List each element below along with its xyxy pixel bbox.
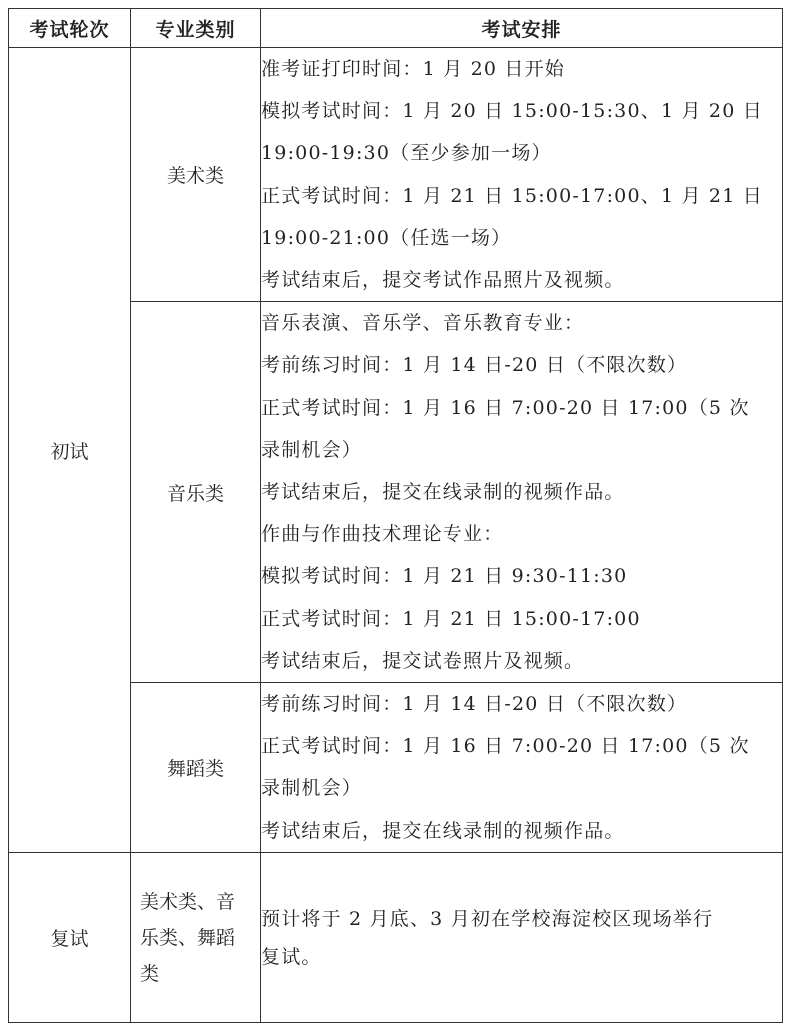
exam-schedule-table	[8, 8, 783, 1023]
arrangement-line: 正式考试时间：1 月 21 日 15:00-17:00	[261, 607, 641, 630]
arrangement-line: 模拟考试时间：1 月 20 日 15:00-15:30、1 月 20 日	[261, 100, 763, 123]
arrangement-line: 正式考试时间：1 月 16 日 7:00-20 日 17:00（5 次	[261, 735, 750, 758]
arrangement-line: 考前练习时间：1 月 14 日-20 日（不限次数）	[261, 693, 688, 716]
header-arrangement: 考试安排	[261, 9, 783, 48]
category-retest	[131, 853, 261, 1023]
table-row	[9, 853, 783, 1023]
arrangement-line: 考前练习时间：1 月 14 日-20 日（不限次数）	[261, 354, 688, 377]
arrangement-line: 录制机会）	[261, 777, 363, 800]
category-name-line: 类	[140, 962, 160, 985]
arrangement-line: 录制机会）	[261, 438, 363, 461]
category-music: 音乐类	[131, 302, 261, 683]
arrangement-dance	[261, 683, 783, 853]
header-row	[9, 9, 783, 48]
arrangement-line: 考试结束后，提交考试作品照片及视频。	[261, 269, 625, 292]
header-category: 专业类别	[131, 9, 261, 48]
arrangement-line: 19:00-21:00（任选一场）	[261, 226, 512, 249]
arrangement-line: 模拟考试时间：1 月 21 日 9:30-11:30	[261, 565, 628, 588]
category-name-line: 乐类、舞蹈	[140, 926, 236, 949]
arrangement-line: 正式考试时间：1 月 16 日 7:00-20 日 17:00（5 次	[261, 396, 750, 419]
arrangement-line: 作曲与作曲技术理论专业：	[261, 523, 504, 546]
category-art: 美术类	[131, 48, 261, 302]
arrangement-line: 考试结束后，提交在线录制的视频作品。	[261, 481, 625, 504]
arrangement-art	[261, 48, 783, 302]
header-round: 考试轮次	[9, 9, 131, 48]
round-retest: 复试	[9, 853, 131, 1023]
arrangement-line: 音乐表演、音乐学、音乐教育专业：	[261, 312, 585, 335]
arrangement-music	[261, 302, 783, 683]
arrangement-retest	[261, 853, 783, 1023]
arrangement-line: 考试结束后，提交在线录制的视频作品。	[261, 819, 625, 842]
arrangement-line: 正式考试时间：1 月 21 日 15:00-17:00、1 月 21 日	[261, 184, 763, 207]
arrangement-line: 复试。	[261, 945, 322, 968]
category-dance: 舞蹈类	[131, 683, 261, 853]
arrangement-line: 预计将于 2 月底、3 月初在学校海淀校区现场举行	[261, 907, 714, 930]
category-name-line: 美术类、音	[140, 890, 236, 913]
table-row	[9, 48, 783, 302]
round-initial: 初试	[9, 48, 131, 853]
arrangement-line: 考试结束后，提交试卷照片及视频。	[261, 649, 585, 672]
arrangement-line: 19:00-19:30（至少参加一场）	[261, 142, 552, 165]
arrangement-line: 准考证打印时间：1 月 20 日开始	[261, 58, 565, 80]
